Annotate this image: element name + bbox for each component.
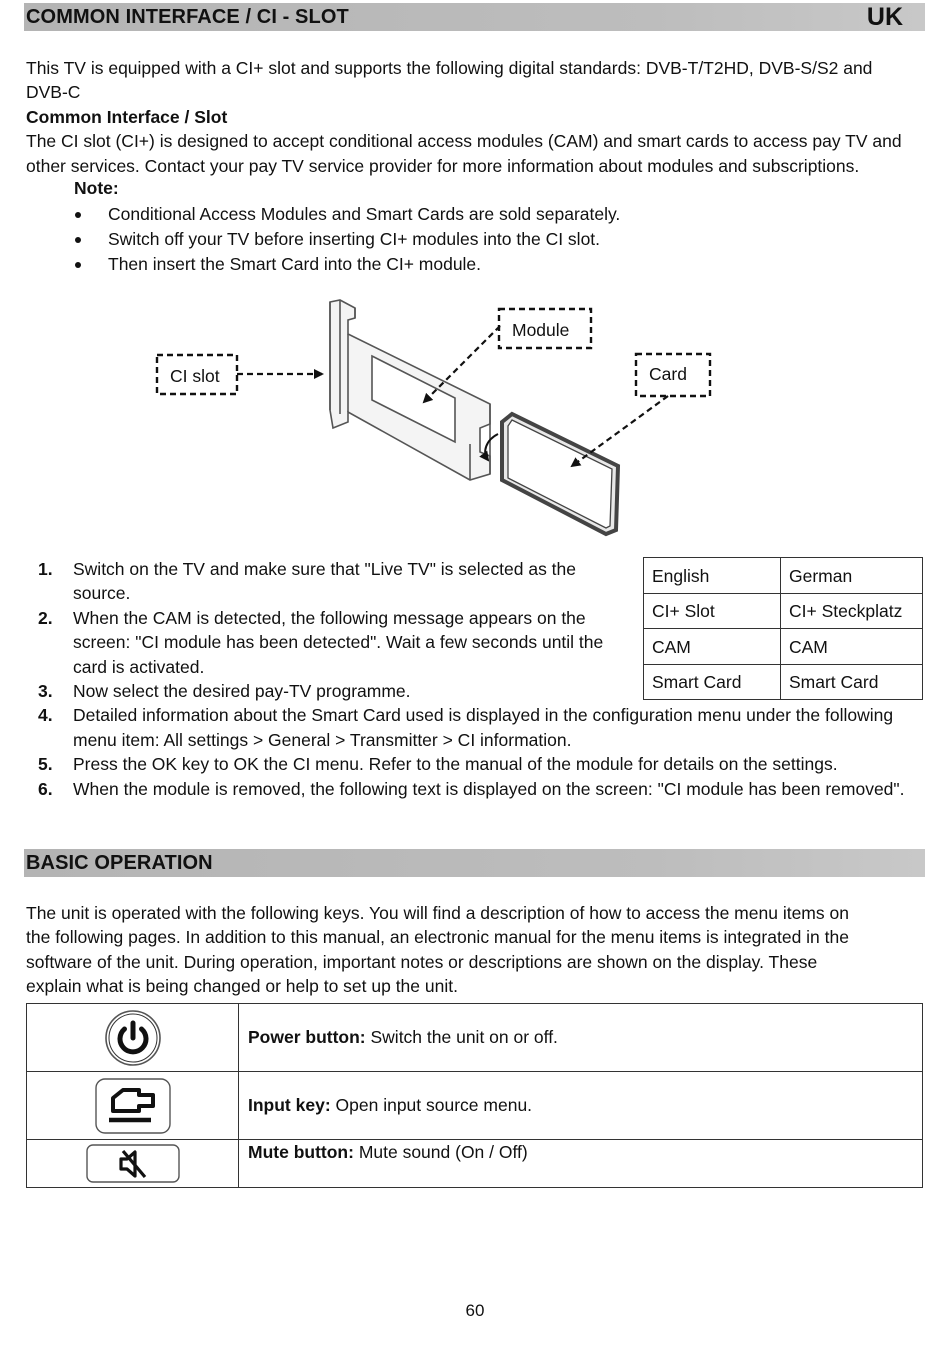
step-text: Press the OK key to OK the CI menu. Refer to the manual of the module for details on the settings.	[73, 754, 838, 775]
table-cell: Smart Card	[781, 664, 923, 700]
intro-line: This TV is equipped with a CI+ slot and supports the following digital standards: DVB-T/T2HD, DVB-S/S2 and	[26, 58, 873, 78]
intro-line: DVB-C	[26, 82, 81, 103]
table-row	[27, 1004, 923, 1072]
step-number: 5.	[38, 754, 53, 775]
paragraph-line: the following pages. In addition to this manual, an electronic manual for the menu items is integrated in the	[26, 927, 849, 948]
power-icon	[103, 1008, 163, 1068]
table-row	[644, 664, 923, 700]
icon-cell	[27, 1140, 239, 1188]
page-number: 60	[465, 1301, 485, 1320]
step-number: 4.	[38, 705, 53, 726]
card-label: Card	[649, 364, 687, 384]
step-item	[26, 606, 633, 679]
table-cell: Smart Card	[644, 664, 781, 700]
basic-operation-paragraph	[26, 901, 916, 999]
note-list	[74, 202, 620, 278]
language-table	[643, 557, 923, 700]
step-item	[26, 703, 916, 752]
key-label: Power button:	[248, 1027, 366, 1047]
icon-cell	[27, 1072, 239, 1140]
table-cell: CI+ Slot	[644, 593, 781, 629]
section-header-ci-slot	[24, 3, 925, 31]
step-item	[26, 679, 633, 703]
key-text: Open input source menu.	[335, 1095, 533, 1115]
language-code: UK	[866, 3, 903, 31]
module-label: Module	[512, 320, 570, 340]
step-text: Switch on the TV and make sure that "Live TV" is selected as the source.	[73, 559, 577, 604]
step-text: When the module is removed, the following text is displayed on the screen: "CI module has been removed".	[73, 778, 905, 799]
note-label: Note:	[74, 178, 119, 198]
keys-table	[26, 1003, 923, 1188]
input-icon	[93, 1076, 173, 1136]
key-description	[239, 1004, 923, 1072]
step-item	[26, 752, 916, 776]
ci-slot-label: CI slot	[170, 366, 220, 386]
table-row	[644, 558, 923, 594]
section-header-basic-operation	[24, 849, 925, 877]
key-description	[239, 1072, 923, 1140]
ci-paragraph-line: other services. Contact your pay TV service provider for more information about modules and subscriptions.	[26, 155, 860, 176]
step-item	[26, 777, 916, 801]
step-text: When the CAM is detected, the following message appears on the screen: "CI module has been detected". Wait a few seconds until the card is activated.	[73, 607, 604, 677]
step-number: 2.	[38, 607, 53, 628]
step-number: 1.	[38, 559, 53, 579]
table-cell: CAM	[781, 629, 923, 665]
note-item: Switch off your TV before inserting CI+ modules into the CI slot.	[74, 227, 620, 252]
paragraph-line: explain what is being changed or help to set up the unit.	[26, 976, 458, 997]
step-number: 3.	[38, 681, 53, 702]
table-cell: English	[644, 558, 781, 594]
step-text: Now select the desired pay-TV programme.	[73, 681, 411, 702]
step-number: 6.	[38, 778, 53, 799]
table-cell: CAM	[644, 629, 781, 665]
paragraph-line: The unit is operated with the following keys. You will find a description of how to access the menu items on	[26, 903, 849, 923]
step-text: Detailed information about the Smart Card used is displayed in the configuration menu under the following menu item: All settings > General > Transmitter > CI information.	[73, 705, 894, 750]
section-title: COMMON INTERFACE / CI - SLOT	[26, 6, 349, 28]
key-description	[239, 1140, 923, 1188]
card-arrow	[572, 396, 668, 466]
table-row	[644, 629, 923, 665]
key-label: Input key:	[248, 1095, 331, 1115]
table-row	[644, 593, 923, 629]
key-text: Mute sound (On / Off)	[358, 1142, 528, 1162]
paragraph-line: software of the unit. During operation, important notes or descriptions are shown on the display. These	[26, 951, 818, 972]
table-cell: German	[781, 558, 923, 594]
card-label-overlay	[420, 340, 720, 480]
note-item: Then insert the Smart Card into the CI+ module.	[74, 252, 620, 277]
note-item: Conditional Access Modules and Smart Cards are sold separately.	[74, 202, 620, 227]
intro-paragraph	[26, 56, 916, 178]
subheading: Common Interface / Slot	[26, 106, 228, 127]
key-label: Mute button:	[248, 1142, 354, 1162]
icon-cell	[27, 1004, 239, 1072]
mute-icon	[85, 1143, 181, 1185]
table-row	[27, 1072, 923, 1140]
section-title: BASIC OPERATION	[26, 852, 213, 874]
step-item	[26, 557, 633, 606]
ci-paragraph-line: The CI slot (CI+) is designed to accept conditional access modules (CAM) and smart cards to access pay TV and	[26, 131, 902, 152]
table-row	[27, 1140, 923, 1188]
key-text: Switch the unit on or off.	[370, 1027, 558, 1047]
table-cell: CI+ Steckplatz	[781, 593, 923, 629]
